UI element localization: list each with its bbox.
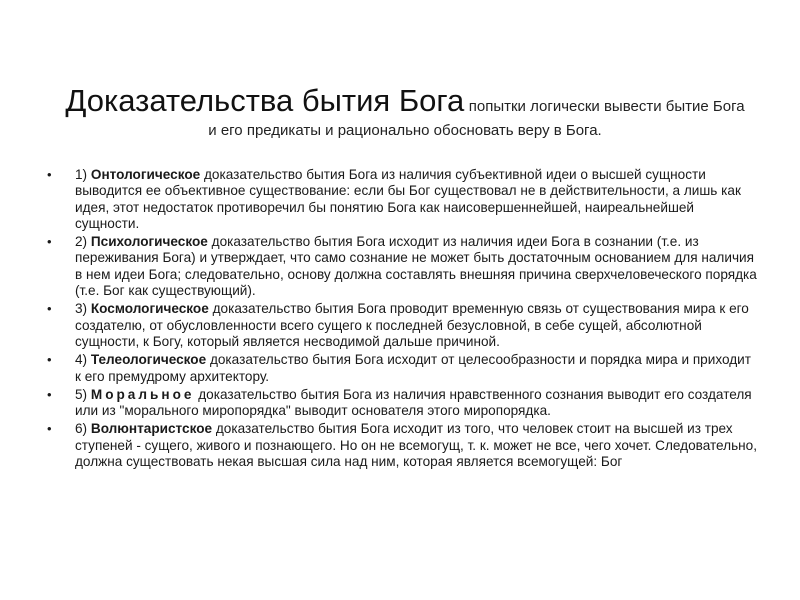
item-term: Телеологическое xyxy=(90,352,207,368)
list-item xyxy=(45,167,760,232)
bullet-icon: • xyxy=(47,386,52,402)
list-item xyxy=(45,421,760,470)
title-main: Доказательства бытия Бога xyxy=(65,83,465,118)
item-number: 2) xyxy=(75,234,88,250)
item-term: Космологическое xyxy=(90,301,209,317)
item-term: Психологическое xyxy=(90,234,208,250)
item-text: доказательство бытия Бога из наличия нравственного сознания выводит его создателя или из "морального миропорядка" выводит основателя этого миропорядка. xyxy=(75,386,752,419)
slide-title xyxy=(60,82,750,141)
item-text: доказательство бытия Бога из наличия субъективной идеи о высшей сущности выводится ее объективное существование: если бы Бог существовал не в действительности, а лишь как идея, этот недостаток противоречил бы понятию Бога как наисовершеннейшей, наиреальнейшей сущности. xyxy=(75,167,741,231)
item-number: 5) xyxy=(75,386,88,402)
list-item xyxy=(45,352,760,385)
list-item xyxy=(45,301,760,350)
item-number: 1) xyxy=(75,167,88,182)
list-item xyxy=(45,387,760,420)
bullet-icon: • xyxy=(47,301,52,317)
bullet-icon: • xyxy=(47,234,52,250)
item-term: Волюнтаристское xyxy=(90,421,213,437)
item-term: Онтологическое xyxy=(90,167,201,182)
bullet-icon: • xyxy=(47,421,52,437)
item-number: 6) xyxy=(75,421,88,437)
item-term: Моральное xyxy=(90,386,195,402)
bullet-list xyxy=(45,167,760,472)
bullet-icon: • xyxy=(47,352,52,368)
item-text: доказательство бытия Бога исходит от целесообразности и порядка мира и приходит к его премудрому архитектору. xyxy=(75,352,751,384)
item-number: 4) xyxy=(75,352,88,368)
item-text: доказательство бытия Бога исходит из того, что человек стоит на высшей из трех ступеней - сущего, живого и познающего. Но он не всемогущ, т. к. может не все, чего хочет. Следовательно, должна существовать некая высшая сила над ним, которая является всемогущей: Бог xyxy=(75,421,758,470)
bullet-icon: • xyxy=(47,167,52,182)
item-text: доказательство бытия Бога исходит из наличия идеи Бога в сознании (т.е. из переживания Бога) и утверждает, что само сознание не может быть достаточным основанием для наличия в нем идеи Бога; следовательно, основу должна составлять внешняя причина сверхчеловеческого порядка (т.е. Бог как существующий). xyxy=(75,234,757,299)
item-number: 3) xyxy=(75,301,88,317)
title-subtitle: попытки логически вывести бытие Бога и его предикаты и рационально обосновать веру в Бога. xyxy=(208,98,745,139)
list-item xyxy=(45,234,760,299)
item-text: доказательство бытия Бога проводит временную связь от существования мира к его создателю, от обусловленности всего сущего к последней безусловной, в себе сущей, абсолютной сущности, к Богу, который является несводимой дальше причиной. xyxy=(75,301,749,349)
